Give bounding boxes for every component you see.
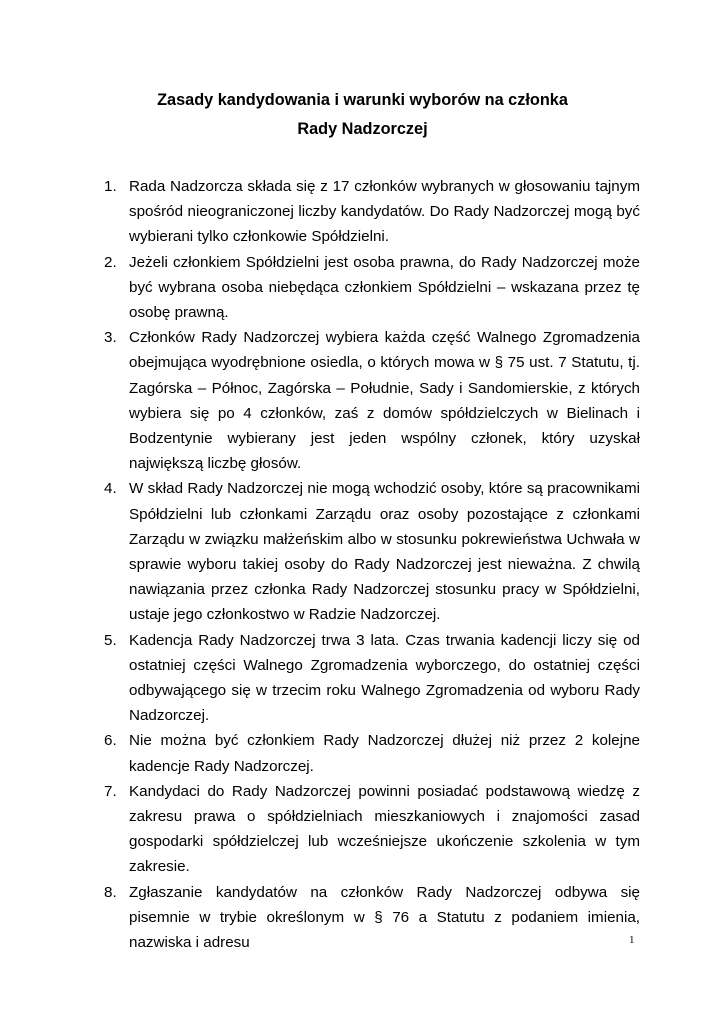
list-item-text: Członków Rady Nadzorczej wybiera każda część Walnego Zgromadzenia obejmująca wyodrębnione osiedla, o których mowa w § 75 ust. 7 Statutu, tj. Zagórska – Północ, Zagórska – Południe, Sady i Sandomierskie, z których wybiera się po 4 członków, zaś z domów spółdzielczych w Bielinach i Bodzentynie wybierany jest jeden wspólny członek, który uzyskał największą liczbę głosów.: [129, 329, 640, 473]
list-item: [104, 779, 640, 880]
list-item: [104, 628, 640, 729]
list-item: [104, 174, 640, 250]
list-item-number: 1.: [104, 178, 117, 195]
list-item: [104, 728, 640, 778]
list-item-text: W skład Rady Nadzorczej nie mogą wchodzić osoby, które są pracownikami Spółdzielni lub członkami Zarządu oraz osoby pozostające z członkami Zarządu w związku małżeńskim albo w stosunku pokrewieństwa Uchwała w sprawie wyboru takiej osoby do Rady Nadzorczej jest nieważna. Z chwilą nawiązania przez członka Rady Nadzorczej stosunku pracy w Spółdzielni, ustaje jego członkostwo w Radzie Nadzorczej.: [129, 480, 640, 624]
list-item-number: 8.: [104, 883, 117, 901]
list-item: [104, 880, 640, 956]
list-item-text: Kandydaci do Rady Nadzorczej powinni posiadać podstawową wiedzę z zakresu prawa o spółdzielniach mieszkaniowych i znajomości zasad gospodarki spółdzielczej lub wcześniejsze ukończenie szkolenia w tym zakresie.: [129, 782, 640, 876]
list-item-number: 3.: [104, 329, 117, 347]
list-item: [104, 250, 640, 326]
list-item-text: Jeżeli członkiem Spółdzielni jest osoba prawna, do Rady Nadzorczej może być wybrana osoba niebędąca członkiem Spółdzielni – wskazana przez tę osobę prawną.: [129, 253, 640, 322]
list-item-number: 6.: [104, 732, 117, 750]
list-item: [104, 325, 640, 476]
list-item-number: 7.: [104, 782, 117, 800]
rules-list: [104, 174, 640, 955]
list-item-number: 5.: [104, 631, 117, 649]
list-item: [104, 476, 640, 627]
document-title-line-2: Rady Nadzorczej: [297, 120, 428, 138]
list-item-text: Nie można być członkiem Rady Nadzorczej dłużej niż przez 2 kolejne kadencje Rady Nadzorczej.: [129, 732, 640, 775]
list-item-number: 2.: [104, 253, 117, 271]
list-item-number: 4.: [104, 480, 117, 498]
list-item-text: Kadencja Rady Nadzorczej trwa 3 lata. Czas trwania kadencji liczy się od ostatniej części Walnego Zgromadzenia wyborczego, do ostatniej części odbywającego się w trzecim roku Walnego Zgromadzenia od wyboru Rady Nadzorczej.: [129, 631, 640, 725]
list-item-text: Rada Nadzorcza składa się z 17 członków wybranych w głosowaniu tajnym spośród nieograniczonej liczby kandydatów. Do Rady Nadzorczej mogą być wybierani tylko członkowie Spółdzielni.: [129, 178, 640, 246]
page-number: 1: [629, 934, 635, 946]
list-item-text: Zgłaszanie kandydatów na członków Rady Nadzorczej odbywa się pisemnie w trybie określonym w § 76 a Statutu z podaniem imienia, nazwiska i adresu: [129, 883, 640, 952]
document-title-line-1: Zasady kandydowania i warunki wyborów na członka: [157, 91, 568, 109]
